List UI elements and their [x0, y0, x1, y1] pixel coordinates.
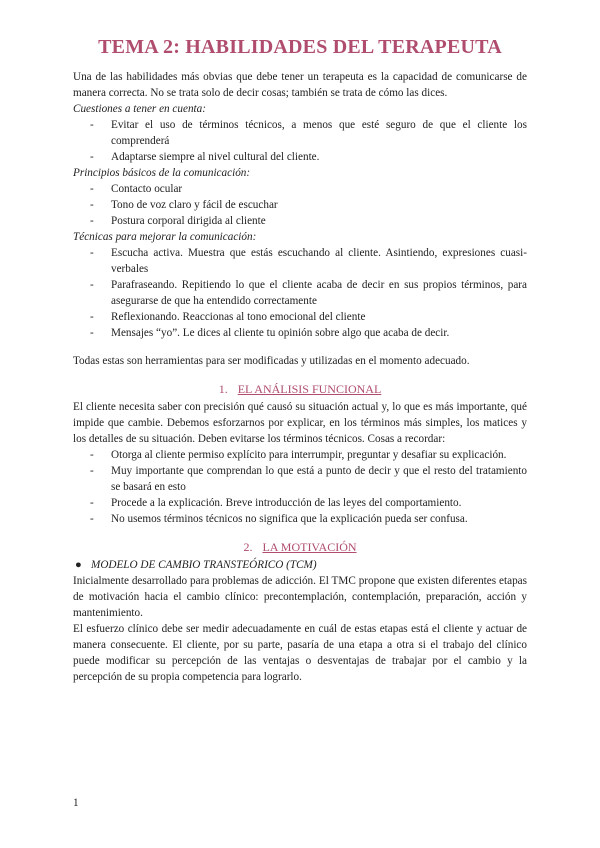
tecnicas-heading: Técnicas para mejorar la comunicación: — [73, 231, 257, 243]
list-item: - Procede a la explicación. Breve introducción de las leyes del comportamiento. — [73, 495, 527, 511]
section-2-paragraph-1: Inicialmente desarrollado para problemas de adicción. El TMC propone que existen diferentes etapas de motivación hacia el cambio clínico: precontemplación, contemplación, preparación, acción y mantenimiento. — [73, 575, 527, 619]
tcm-bullet-label: MODELO DE CAMBIO TRANSTEÓRICO (TCM) — [91, 559, 317, 571]
section-title: EL ANÁLISIS FUNCIONAL — [237, 382, 382, 396]
list-item: - Contacto ocular — [73, 181, 527, 197]
tecnicas-list — [73, 245, 527, 341]
section-title: LA MOTIVACIÓN — [262, 540, 357, 554]
intro-paragraph: Una de las habilidades más obvias que debe tener un terapeuta es la capacidad de comunicarse de manera correcta. No se trata solo de decir cosas; también se trata de cómo las dices. — [73, 71, 527, 99]
cuestiones-heading: Cuestiones a tener en cuenta: — [73, 103, 206, 115]
list-item: - Reflexionando. Reaccionas al tono emocional del cliente — [73, 309, 527, 325]
bullet-icon: ● — [75, 559, 82, 571]
list-item: - Otorga al cliente permiso explícito para interrumpir, preguntar y desafiar su explicación. — [73, 447, 527, 463]
tcm-bullet — [73, 557, 527, 573]
list-item: - No usemos términos técnicos no significa que la explicación pueda ser confusa. — [73, 511, 527, 527]
section-2-paragraph-2: El esfuerzo clínico debe ser medir adecuadamente en cuál de estas etapas está el cliente y actuar de manera consecuente. El cliente, por su parte, pasaría de una etapa a otra si el trabajo del clínico puede modificar su percepción de las ventajas o desventajas de trabajar por el cambio y la percepción de su propia competencia para lograrlo. — [73, 623, 527, 683]
list-item: - Parafraseando. Repitiendo lo que el cliente acaba de decir en sus propios términos, para asegurarse de que ha entendido correctamente — [73, 277, 527, 309]
section-1-heading — [73, 381, 527, 397]
section-number: 1. — [218, 382, 228, 396]
list-item: - Postura corporal dirigida al cliente — [73, 213, 527, 229]
section-1-list — [73, 447, 527, 527]
section-1-paragraph: El cliente necesita saber con precisión qué causó su situación actual y, lo que es más importante, qué impide que cambie. Debemos esforzarnos por explicar, en los términos más simples, los matices y los detalles de su situación. Deben evitarse los términos técnicos. Cosas a recordar: — [73, 401, 527, 445]
list-item: - Adaptarse siempre al nivel cultural del cliente. — [73, 149, 527, 165]
list-item: - Tono de voz claro y fácil de escuchar — [73, 197, 527, 213]
list-item: - Muy importante que comprendan lo que está a punto de decir y que el resto del tratamiento se basará en esto — [73, 463, 527, 495]
principios-heading: Principios básicos de la comunicación: — [73, 167, 251, 179]
closing-paragraph: Todas estas son herramientas para ser modificadas y utilizadas en el momento adecuado. — [73, 355, 470, 367]
principios-list — [73, 181, 527, 229]
document-page — [73, 36, 527, 685]
list-item: - Mensajes “yo”. Le dices al cliente tu opinión sobre algo que acaba de decir. — [73, 325, 527, 341]
list-item: - Evitar el uso de términos técnicos, a menos que esté seguro de que el cliente los comprenderá — [73, 117, 527, 149]
section-number: 2. — [243, 540, 253, 554]
page-title: TEMA 2: HABILIDADES DEL TERAPEUTA — [98, 36, 502, 58]
list-item: - Escucha activa. Muestra que estás escuchando al cliente. Asintiendo, expresiones cuasi-verbales — [73, 245, 527, 277]
section-2-heading — [73, 539, 527, 555]
page-number: 1 — [73, 797, 79, 809]
cuestiones-list — [73, 117, 527, 165]
